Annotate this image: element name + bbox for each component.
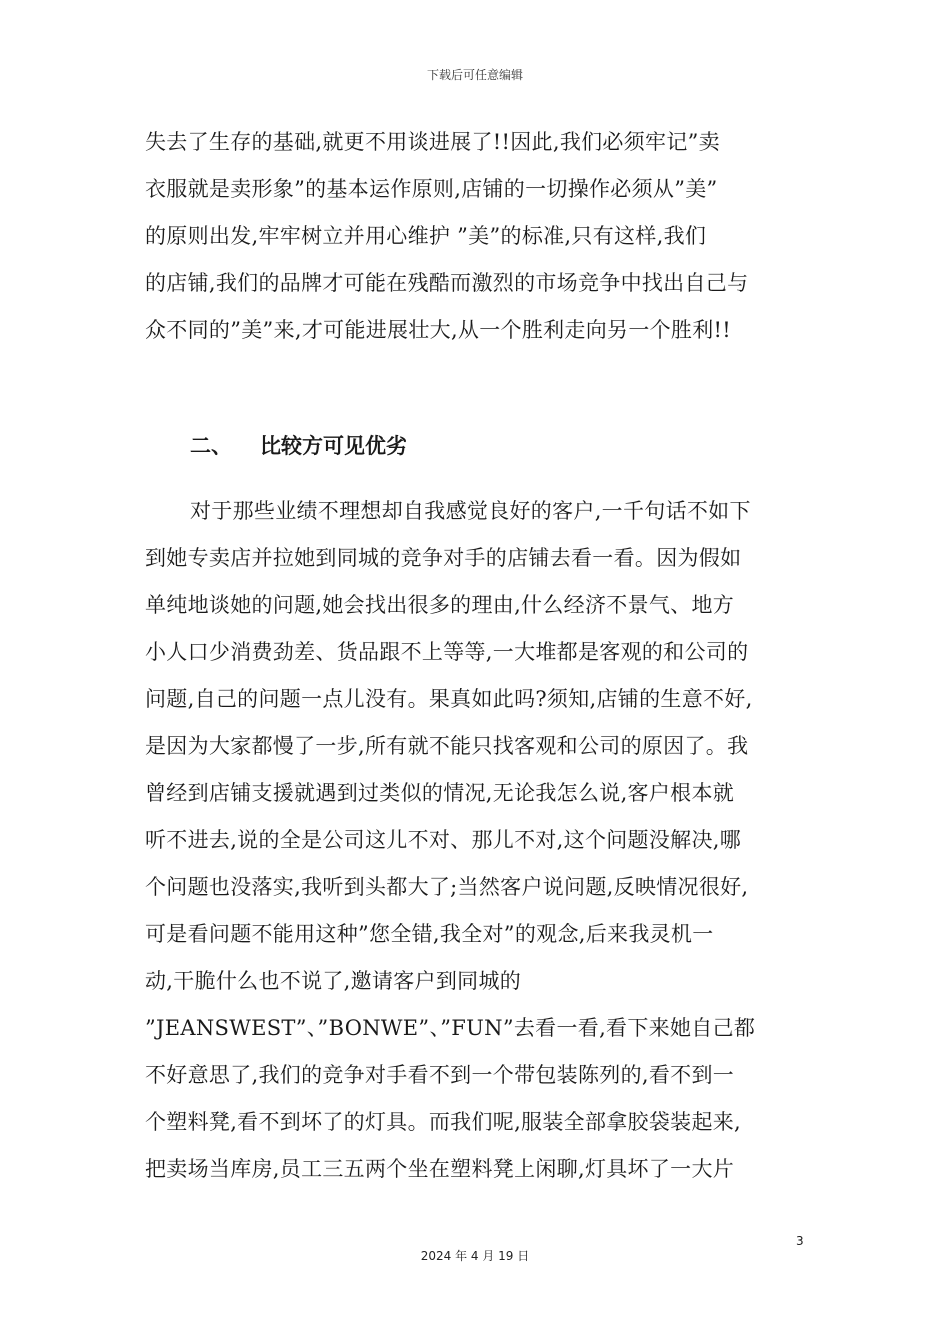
text-line: 小人口少消费劲差、货品跟不上等等,一大堆都是客观的和公司的 bbox=[145, 640, 749, 664]
text-line: 对于那些业绩不理想却自我感觉良好的客户,一千句话不如下 bbox=[190, 499, 751, 523]
text-line: 听不进去,说的全是公司这儿不对、那儿不对,这个问题没解决,哪 bbox=[145, 828, 742, 852]
section-heading bbox=[190, 430, 407, 460]
text-line: 曾经到店铺支援就遇到过类似的情况,无论我怎么说,客户根本就 bbox=[145, 781, 735, 805]
text-line: 问题,自己的问题一点儿没有。果真如此吗?须知,店铺的生意不好, bbox=[145, 687, 753, 711]
text-line: 把卖场当库房,员工三五两个坐在塑料凳上闲聊,灯具坏了一大片 bbox=[145, 1157, 735, 1181]
text-line: 单纯地谈她的问题,她会找出很多的理由,什么经济不景气、地方 bbox=[145, 593, 735, 617]
text-line: 衣服就是卖形象”的基本运作原则,店铺的一切操作必须从”美” bbox=[145, 177, 718, 201]
page-header: 下载后可任意编辑 bbox=[426, 68, 523, 82]
text-line: 的店铺,我们的品牌才可能在残酷而激烈的市场竞争中找出自己与 bbox=[145, 271, 749, 295]
section-number: 二、 bbox=[190, 434, 232, 458]
page-footer-date: 2024 年 4 月 19 日 bbox=[420, 1249, 530, 1263]
page-number: 3 bbox=[796, 1234, 804, 1248]
text-line: 可是看问题不能用这种”您全错,我全对”的观念,后来我灵机一 bbox=[145, 922, 714, 946]
text-line: ”JEANSWEST”、”BONWE”、”FUN”去看一看,看下来她自己都 bbox=[145, 1016, 756, 1040]
text-line: 不好意思了,我们的竞争对手看不到一个带包装陈列的,看不到一 bbox=[145, 1063, 735, 1087]
text-line: 众不同的”美”来,才可能进展壮大,从一个胜利走向另一个胜利!! bbox=[145, 318, 731, 342]
text-line: 动,干脆什么也不说了,邀请客户到同城的 bbox=[145, 969, 522, 993]
text-line: 的原则出发,牢牢树立并用心维护 ”美”的标准,只有这样,我们 bbox=[145, 224, 707, 248]
text-line: 个问题也没落实,我听到头都大了;当然客户说问题,反映情况很好, bbox=[145, 875, 749, 899]
text-line: 是因为大家都慢了一步,所有就不能只找客观和公司的原因了。我 bbox=[145, 734, 749, 758]
text-line: 到她专卖店并拉她到同城的竞争对手的店铺去看一看。因为假如 bbox=[145, 546, 742, 570]
section-title: 比较方可见优劣 bbox=[260, 434, 407, 458]
text-line: 失去了生存的基础,就更不用谈进展了!!因此,我们必须牢记”卖 bbox=[145, 130, 720, 154]
text-line: 个塑料凳,看不到坏了的灯具。而我们呢,服装全部拿胶袋装起来, bbox=[145, 1110, 742, 1134]
